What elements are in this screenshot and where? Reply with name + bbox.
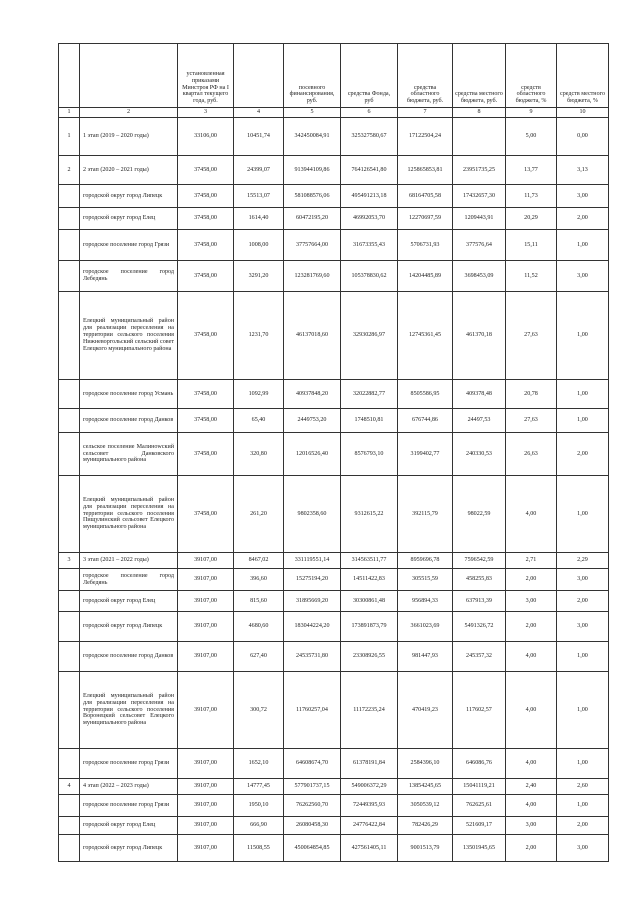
column-number-cell: 4 [234,108,284,118]
value-cell: 666,90 [234,817,284,835]
value-cell: 9001513,79 [398,835,453,862]
value-cell: 37757664,00 [284,230,341,261]
value-cell [59,185,80,208]
value-cell: 12016526,40 [284,433,341,476]
value-cell [453,118,506,156]
value-cell [59,476,80,553]
value-cell: 331119551,14 [284,553,341,569]
value-cell: 33106,00 [178,118,234,156]
value-cell: 8505586,95 [398,380,453,409]
value-cell: 76262560,70 [284,795,341,817]
value-cell: 64608674,70 [284,749,341,779]
value-cell: 9802358,60 [284,476,341,553]
value-cell: 5706731,93 [398,230,453,261]
value-cell: 3698453,09 [453,261,506,292]
value-cell: 12270697,59 [398,208,453,230]
row-name-cell: сельское поселение Малинowский сельсовет Данковского муниципального района [80,433,178,476]
row-name-cell: городское поселение город Грязи [80,230,178,261]
value-cell: 5491326,72 [453,612,506,642]
value-cell: 4680,60 [234,612,284,642]
value-cell: 37458,00 [178,476,234,553]
value-cell: 39107,00 [178,672,234,749]
header-cell: посевного финансирования, руб. [284,44,341,108]
column-number-cell: 10 [557,108,609,118]
value-cell [59,612,80,642]
value-cell [59,835,80,862]
value-cell: 30300861,48 [341,591,398,612]
table-row [59,553,609,569]
value-cell [59,230,80,261]
value-cell: 15041119,21 [453,779,506,795]
value-cell: 13501945,65 [453,835,506,862]
value-cell: 240330,53 [453,433,506,476]
value-cell: 3,00 [557,835,609,862]
row-name-cell: городское поселение город Лебедянь [80,569,178,591]
value-cell: 913944109,86 [284,156,341,185]
value-cell: 1614,40 [234,208,284,230]
value-cell: 39107,00 [178,642,234,672]
value-cell: 3,00 [557,569,609,591]
value-cell: 26,63 [506,433,557,476]
value-cell: 10451,74 [234,118,284,156]
value-cell: 1231,70 [234,292,284,380]
value-cell: 981447,93 [398,642,453,672]
row-name-cell: городской округ город Липецк [80,185,178,208]
row-name-cell: городской округ город Елец [80,208,178,230]
column-number-cell: 5 [284,108,341,118]
value-cell: 637913,39 [453,591,506,612]
value-cell: 458255,83 [453,569,506,591]
value-cell [59,292,80,380]
value-cell: 2,00 [557,208,609,230]
value-cell: 325327580,67 [341,118,398,156]
row-name-cell: городской округ город Елец [80,591,178,612]
value-cell: 27,63 [506,292,557,380]
value-cell: 3,13 [557,156,609,185]
value-cell: 105378830,62 [341,261,398,292]
value-cell: 1209443,91 [453,208,506,230]
value-cell: 314563511,77 [341,553,398,569]
value-cell: 646086,76 [453,749,506,779]
value-cell: 15275194,20 [284,569,341,591]
value-cell [59,261,80,292]
row-name-cell: городское поселение город Данков [80,409,178,433]
value-cell: 15513,07 [234,185,284,208]
value-cell: 32022882,77 [341,380,398,409]
value-cell: 1092,99 [234,380,284,409]
value-cell: 39107,00 [178,553,234,569]
value-cell: 3,00 [557,612,609,642]
table-row [59,185,609,208]
value-cell: 39107,00 [178,749,234,779]
value-cell: 37458,00 [178,292,234,380]
value-cell: 521609,17 [453,817,506,835]
row-name-cell: городской округ город Елец [80,817,178,835]
value-cell [59,795,80,817]
row-name-cell: городское поселение город Усмань [80,380,178,409]
value-cell: 39107,00 [178,591,234,612]
value-cell [59,642,80,672]
row-name-cell: городское поселение город Грязи [80,749,178,779]
row-name-cell: городское поселение город Лебедянь [80,261,178,292]
value-cell: 2584396,10 [398,749,453,779]
value-cell: 24399,07 [234,156,284,185]
value-cell: 764126541,80 [341,156,398,185]
table-row [59,795,609,817]
value-cell: 2449753,20 [284,409,341,433]
value-cell: 300,72 [234,672,284,749]
value-cell: 39107,00 [178,612,234,642]
value-cell: 1,00 [557,749,609,779]
value-cell: 173891873,79 [341,612,398,642]
row-name-cell: Елецкий муниципальный район для реализации переселения на территории сельского поселения Воронецкий сельсовет Елецкого муниципального района [80,672,178,749]
header-row [59,44,609,108]
value-cell: 20,78 [506,380,557,409]
value-cell: 31673355,43 [341,230,398,261]
value-cell: 549006372,29 [341,779,398,795]
value-cell [59,817,80,835]
value-cell: 4 [59,779,80,795]
value-cell: 2,00 [506,835,557,862]
value-cell [59,409,80,433]
value-cell: 342450084,91 [284,118,341,156]
value-cell: 39107,00 [178,817,234,835]
value-cell: 23951735,25 [453,156,506,185]
table-row [59,208,609,230]
value-cell [59,208,80,230]
value-cell: 956894,33 [398,591,453,612]
value-cell: 72449395,93 [341,795,398,817]
value-cell: 676744,86 [398,409,453,433]
value-cell: 2 [59,156,80,185]
value-cell: 8576793,10 [341,433,398,476]
value-cell: 782426,29 [398,817,453,835]
value-cell: 60472195,20 [284,208,341,230]
value-cell: 61378191,84 [341,749,398,779]
value-cell: 37458,00 [178,409,234,433]
table-row [59,591,609,612]
value-cell: 3050539,12 [398,795,453,817]
value-cell: 470419,23 [398,672,453,749]
value-cell [59,433,80,476]
value-cell: 11172235,24 [341,672,398,749]
value-cell: 32930286,97 [341,292,398,380]
value-cell: 8467,02 [234,553,284,569]
value-cell: 13,77 [506,156,557,185]
value-cell: 1008,00 [234,230,284,261]
value-cell: 1,00 [557,476,609,553]
value-cell: 14777,45 [234,779,284,795]
value-cell: 461370,18 [453,292,506,380]
value-cell: 40937848,20 [284,380,341,409]
value-cell: 1 [59,118,80,156]
value-cell: 815,60 [234,591,284,612]
row-name-cell: 1 этап (2019 – 2020 годы) [80,118,178,156]
value-cell: 495491213,18 [341,185,398,208]
value-cell: 305515,59 [398,569,453,591]
header-cell [234,44,284,108]
column-number-cell: 3 [178,108,234,118]
table-row [59,476,609,553]
column-number-cell: 6 [341,108,398,118]
value-cell: 2,60 [557,779,609,795]
table-row [59,612,609,642]
header-cell: средства местного бюджета, руб. [453,44,506,108]
value-cell: 1,00 [557,292,609,380]
column-number-cell: 9 [506,108,557,118]
value-cell: 2,71 [506,553,557,569]
value-cell: 17432657,30 [453,185,506,208]
value-cell: 2,00 [557,817,609,835]
value-cell: 3661023,69 [398,612,453,642]
table-row [59,835,609,862]
value-cell: 13854245,65 [398,779,453,795]
value-cell: 396,60 [234,569,284,591]
value-cell: 12745361,45 [398,292,453,380]
value-cell: 37458,00 [178,230,234,261]
table-row [59,156,609,185]
header-cell: средства областного бюджета, руб. [398,44,453,108]
row-name-cell: городское поселение город Грязи [80,795,178,817]
value-cell: 581088576,06 [284,185,341,208]
value-cell: 11,73 [506,185,557,208]
table-row [59,118,609,156]
data-table [58,43,609,862]
value-cell: 1,00 [557,672,609,749]
header-cell: установленная приказами Минстроя РФ на I квартал текущего года, руб. [178,44,234,108]
value-cell: 409378,48 [453,380,506,409]
value-cell: 2,00 [557,433,609,476]
value-cell: 4,00 [506,795,557,817]
value-cell: 427561405,11 [341,835,398,862]
value-cell: 2,00 [557,591,609,612]
value-cell: 577901737,15 [284,779,341,795]
value-cell: 1950,10 [234,795,284,817]
value-cell: 4,00 [506,672,557,749]
value-cell: 1,00 [557,380,609,409]
value-cell: 24497,53 [453,409,506,433]
column-number-row [59,108,609,118]
value-cell: 1,00 [557,795,609,817]
value-cell: 46137018,60 [284,292,341,380]
value-cell: 8959696,78 [398,553,453,569]
value-cell [59,569,80,591]
table-row [59,749,609,779]
value-cell: 37458,00 [178,433,234,476]
header-cell: средства Фонда, руб [341,44,398,108]
value-cell: 7596542,59 [453,553,506,569]
value-cell: 9312615,22 [341,476,398,553]
value-cell: 27,63 [506,409,557,433]
value-cell: 3291,20 [234,261,284,292]
value-cell: 37458,00 [178,208,234,230]
value-cell: 11508,55 [234,835,284,862]
value-cell: 4,00 [506,749,557,779]
row-name-cell: городское поселение город Данков [80,642,178,672]
header-cell: средств областного бюджета, % [506,44,557,108]
column-number-cell: 2 [80,108,178,118]
value-cell: 183044224,20 [284,612,341,642]
value-cell: 5,00 [506,118,557,156]
value-cell: 3,00 [506,591,557,612]
value-cell [59,591,80,612]
row-name-cell: городской округ город Липецк [80,612,178,642]
value-cell: 762625,61 [453,795,506,817]
value-cell: 46992053,70 [341,208,398,230]
value-cell: 2,29 [557,553,609,569]
value-cell: 1748510,81 [341,409,398,433]
value-cell: 2,40 [506,779,557,795]
value-cell: 37458,00 [178,261,234,292]
value-cell: 39107,00 [178,795,234,817]
value-cell: 117602,57 [453,672,506,749]
table-body [59,44,609,862]
value-cell: 39107,00 [178,569,234,591]
value-cell: 0,00 [557,118,609,156]
value-cell: 320,80 [234,433,284,476]
table-row [59,672,609,749]
value-cell: 4,00 [506,642,557,672]
value-cell: 4,00 [506,476,557,553]
value-cell: 20,29 [506,208,557,230]
value-cell: 125865853,81 [398,156,453,185]
value-cell: 98022,59 [453,476,506,553]
value-cell: 26080458,30 [284,817,341,835]
value-cell [59,749,80,779]
value-cell: 11,52 [506,261,557,292]
value-cell: 24535731,80 [284,642,341,672]
value-cell: 31895669,20 [284,591,341,612]
column-number-cell: 8 [453,108,506,118]
row-name-cell: Елецкий муниципальный район для реализации переселения на территории сельского поселения Нижневоргольский сельский совет Елецкого муниципального района [80,292,178,380]
table-row [59,380,609,409]
value-cell: 65,40 [234,409,284,433]
value-cell: 3199402,77 [398,433,453,476]
value-cell: 3,00 [557,261,609,292]
column-number-cell: 7 [398,108,453,118]
table-row [59,409,609,433]
table-row [59,779,609,795]
value-cell: 3,00 [506,817,557,835]
value-cell: 37458,00 [178,156,234,185]
value-cell: 17122504,24 [398,118,453,156]
table-row [59,642,609,672]
row-name-cell: Елецкий муниципальный район для реализации переселения на территории сельского поселения Пищулинский сельсовет Елецкого муниципального района [80,476,178,553]
value-cell: 14511422,83 [341,569,398,591]
table-row [59,817,609,835]
value-cell: 24776422,84 [341,817,398,835]
value-cell: 2,00 [506,569,557,591]
value-cell: 3,00 [557,185,609,208]
value-cell: 261,20 [234,476,284,553]
value-cell: 37458,00 [178,380,234,409]
value-cell: 123281769,60 [284,261,341,292]
table-row [59,230,609,261]
value-cell: 1,00 [557,409,609,433]
value-cell: 1,00 [557,230,609,261]
table-row [59,261,609,292]
value-cell: 37458,00 [178,185,234,208]
value-cell: 627,40 [234,642,284,672]
value-cell: 39107,00 [178,779,234,795]
value-cell: 68164705,58 [398,185,453,208]
row-name-cell: городской округ город Липецк [80,835,178,862]
header-cell [80,44,178,108]
table-row [59,292,609,380]
value-cell: 392115,79 [398,476,453,553]
value-cell: 23308926,55 [341,642,398,672]
column-number-cell: 1 [59,108,80,118]
table-row [59,569,609,591]
row-name-cell: 3 этап (2021 – 2022 годы) [80,553,178,569]
value-cell: 39107,00 [178,835,234,862]
value-cell: 3 [59,553,80,569]
value-cell: 450064854,85 [284,835,341,862]
row-name-cell: 4 этап (2022 – 2023 годы) [80,779,178,795]
value-cell [59,672,80,749]
header-cell [59,44,80,108]
value-cell: 377576,64 [453,230,506,261]
value-cell: 15,11 [506,230,557,261]
value-cell: 2,00 [506,612,557,642]
value-cell: 1,00 [557,642,609,672]
value-cell [59,380,80,409]
row-name-cell: 2 этап (2020 – 2021 годы) [80,156,178,185]
header-cell: средств местного бюджета, % [557,44,609,108]
value-cell: 14204485,89 [398,261,453,292]
table-row [59,433,609,476]
value-cell: 11760257,04 [284,672,341,749]
value-cell: 1652,10 [234,749,284,779]
value-cell: 245357,32 [453,642,506,672]
